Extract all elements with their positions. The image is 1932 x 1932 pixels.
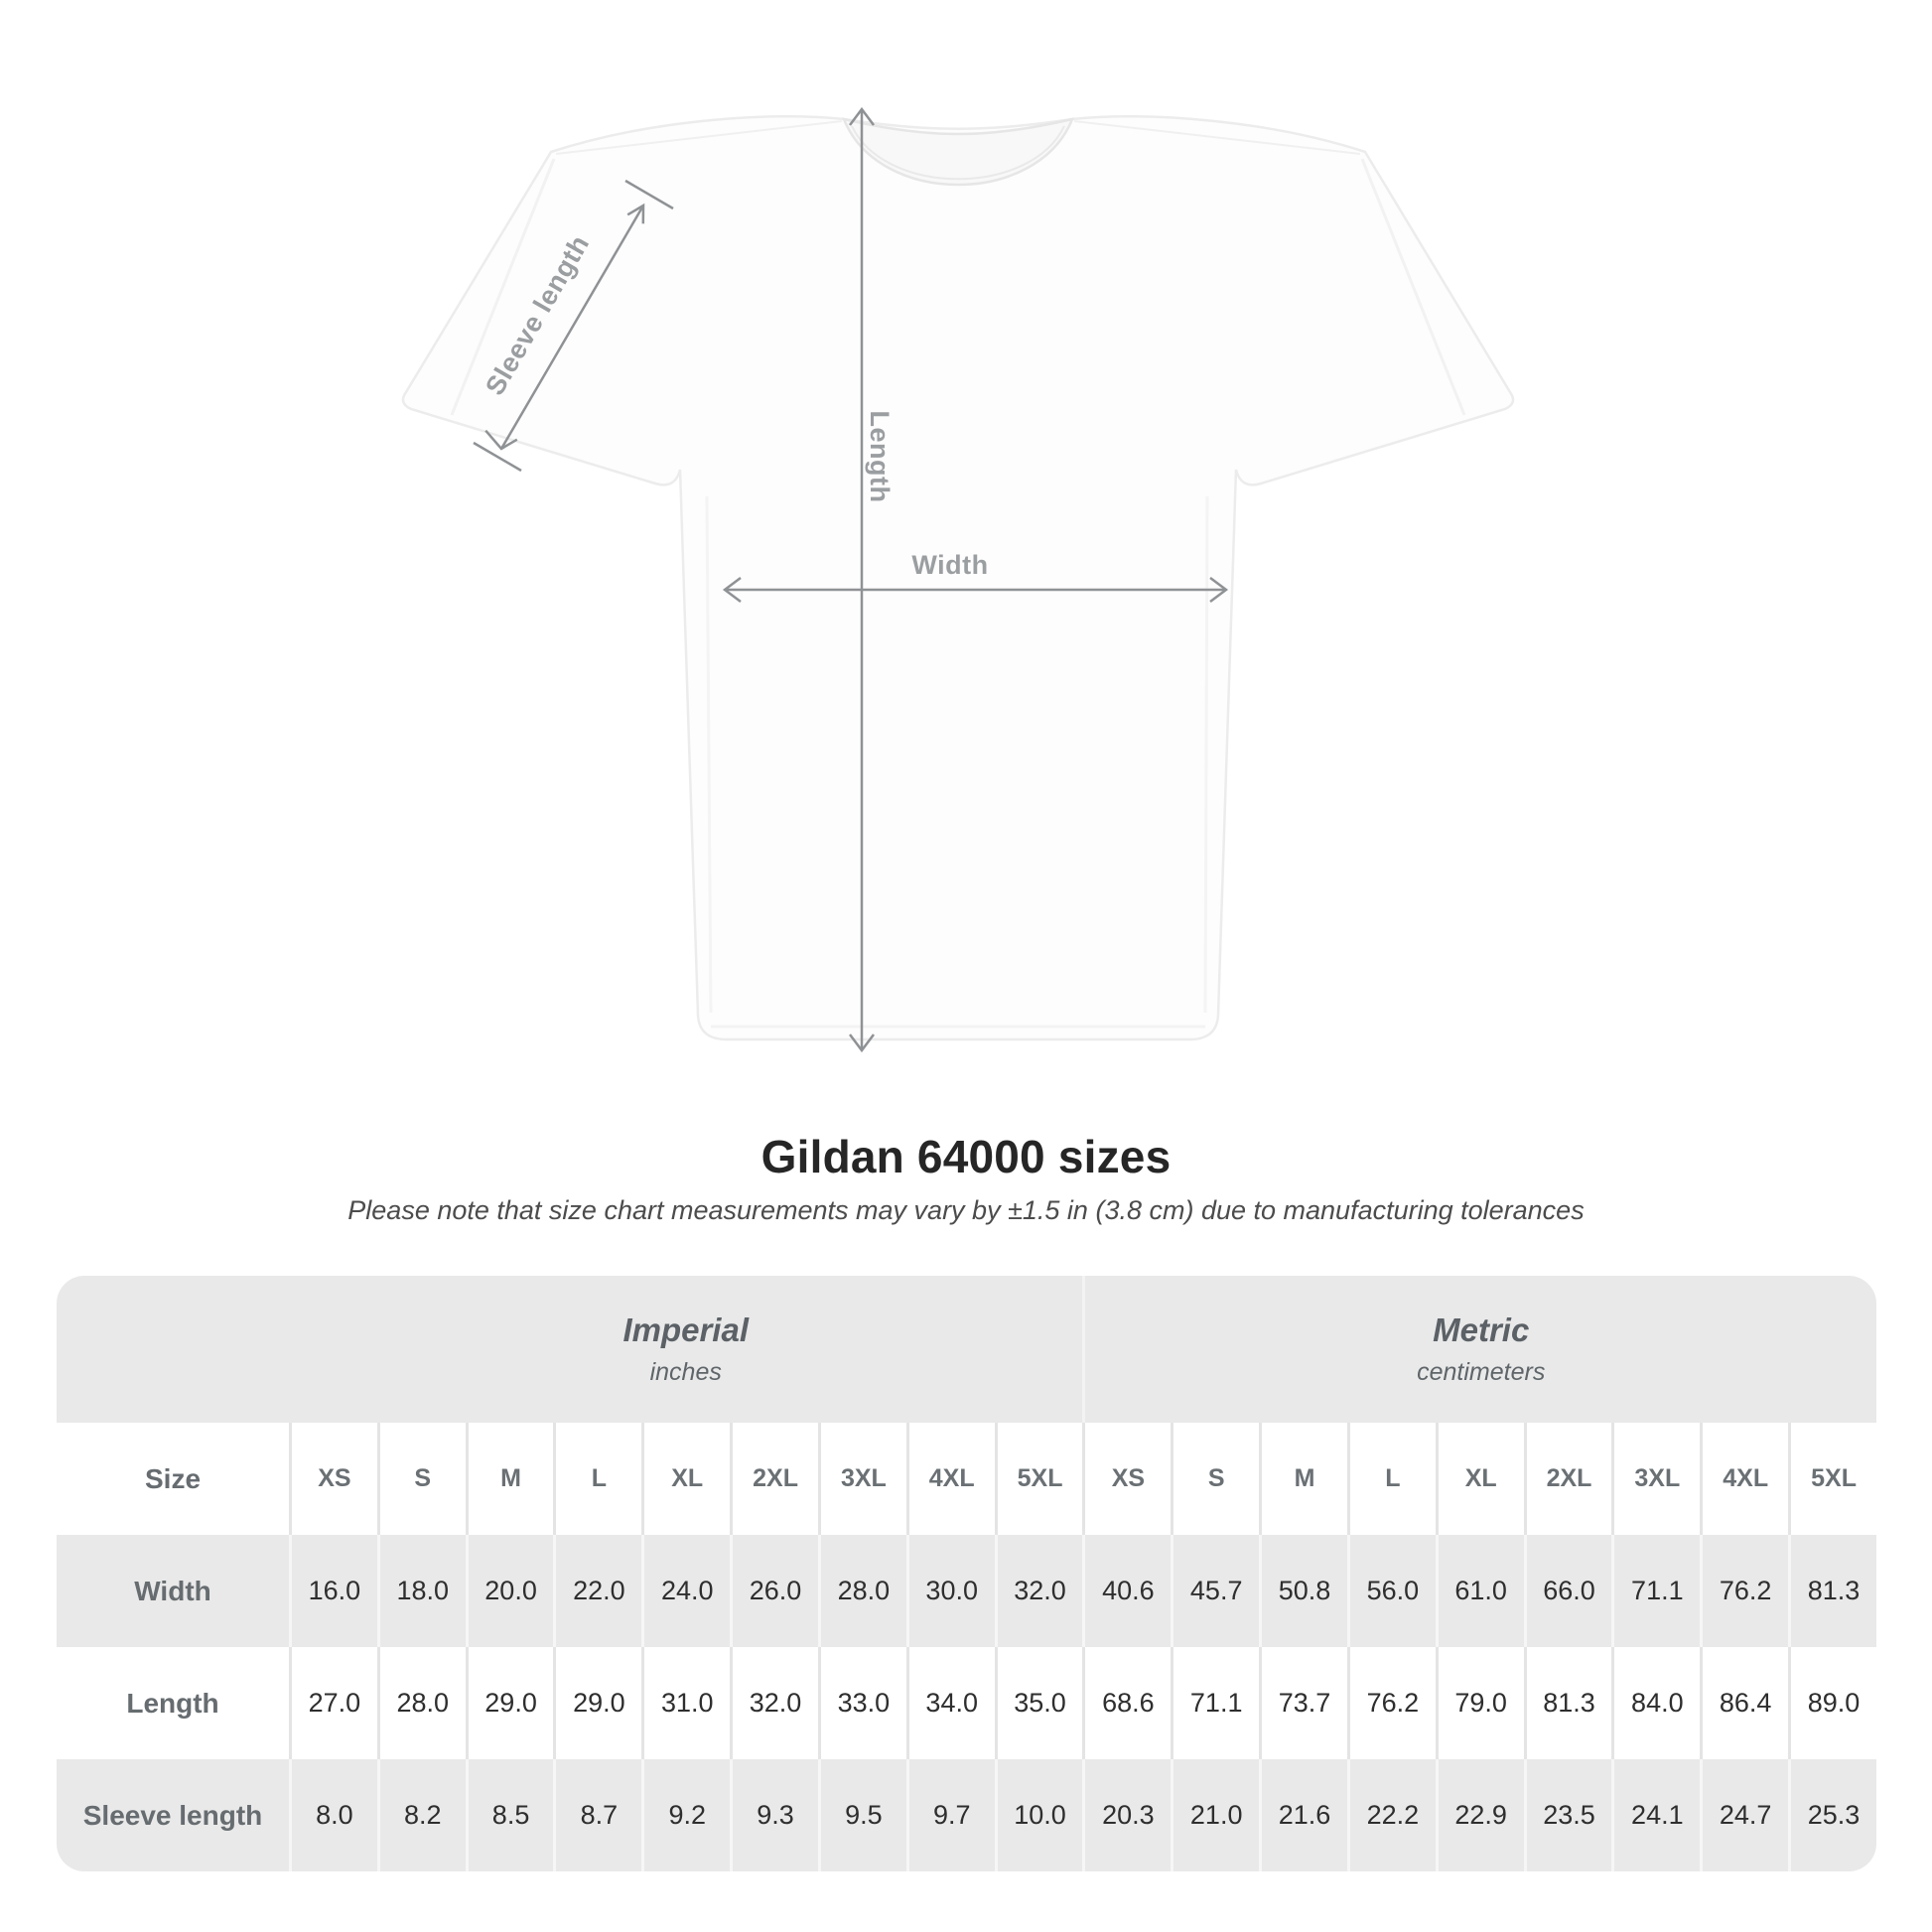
- width-imperial-2xl: 26.0: [730, 1535, 818, 1647]
- width-imperial-m: 20.0: [466, 1535, 554, 1647]
- imperial-unit: inches: [649, 1358, 722, 1386]
- sleeve-length-metric-4xl: 24.7: [1700, 1759, 1788, 1871]
- sleeve-length-metric-xl: 22.9: [1436, 1759, 1524, 1871]
- length-imperial-l: 29.0: [553, 1647, 641, 1759]
- width-label: Width: [911, 550, 989, 580]
- size-header-metric-xs: XS: [1082, 1423, 1171, 1535]
- size-header-imperial-3xl: 3XL: [818, 1423, 906, 1535]
- imperial-title: Imperial: [622, 1311, 749, 1348]
- metric-section-header: [1082, 1276, 1876, 1423]
- sleeve-length-imperial-2xl: 9.3: [730, 1759, 818, 1871]
- size-header-imperial-xs: XS: [289, 1423, 377, 1535]
- length-imperial-4xl: 34.0: [906, 1647, 995, 1759]
- length-metric-s: 71.1: [1171, 1647, 1259, 1759]
- width-metric-l: 56.0: [1347, 1535, 1436, 1647]
- length-metric-5xl: 89.0: [1788, 1647, 1876, 1759]
- width-metric-m: 50.8: [1259, 1535, 1347, 1647]
- sleeve-length-metric-m: 21.6: [1259, 1759, 1347, 1871]
- tolerance-note: Please note that size chart measurements may vary by ±1.5 in (3.8 cm) due to manufacturing tolerances: [347, 1195, 1585, 1225]
- sleeve-length-imperial-4xl: 9.7: [906, 1759, 995, 1871]
- width-row: [57, 1535, 1876, 1647]
- width-imperial-xl: 24.0: [641, 1535, 730, 1647]
- row-label-sleeve-length: Sleeve length: [57, 1759, 289, 1871]
- size-header-imperial-2xl: 2XL: [730, 1423, 818, 1535]
- sleeve-length-metric-s: 21.0: [1171, 1759, 1259, 1871]
- sleeve-length-metric-2xl: 23.5: [1524, 1759, 1612, 1871]
- length-imperial-5xl: 35.0: [995, 1647, 1083, 1759]
- length-imperial-3xl: 33.0: [818, 1647, 906, 1759]
- size-header-row: [57, 1423, 1876, 1535]
- width-imperial-l: 22.0: [553, 1535, 641, 1647]
- length-metric-l: 76.2: [1347, 1647, 1436, 1759]
- size-header-imperial-5xl: 5XL: [995, 1423, 1083, 1535]
- width-metric-s: 45.7: [1171, 1535, 1259, 1647]
- sleeve-length-row: [57, 1759, 1876, 1871]
- length-metric-m: 73.7: [1259, 1647, 1347, 1759]
- sleeve-length-imperial-m: 8.5: [466, 1759, 554, 1871]
- size-header-metric-5xl: 5XL: [1788, 1423, 1876, 1535]
- sleeve-length-metric-l: 22.2: [1347, 1759, 1436, 1871]
- size-column-header: Size: [57, 1423, 289, 1535]
- units-band-row: [57, 1276, 1876, 1423]
- size-header-metric-2xl: 2XL: [1524, 1423, 1612, 1535]
- size-header-imperial-4xl: 4XL: [906, 1423, 995, 1535]
- length-imperial-xs: 27.0: [289, 1647, 377, 1759]
- row-label-width: Width: [57, 1535, 289, 1647]
- size-header-metric-l: L: [1347, 1423, 1436, 1535]
- sleeve-label: Sleeve length: [480, 229, 596, 401]
- width-metric-2xl: 66.0: [1524, 1535, 1612, 1647]
- sleeve-length-imperial-s: 8.2: [377, 1759, 466, 1871]
- size-header-imperial-xl: XL: [641, 1423, 730, 1535]
- width-metric-3xl: 71.1: [1611, 1535, 1700, 1647]
- width-metric-4xl: 76.2: [1700, 1535, 1788, 1647]
- size-header-metric-s: S: [1171, 1423, 1259, 1535]
- width-metric-5xl: 81.3: [1788, 1535, 1876, 1647]
- length-row: [57, 1647, 1876, 1759]
- sleeve-length-metric-5xl: 25.3: [1788, 1759, 1876, 1871]
- size-table: [57, 1276, 1876, 1871]
- sleeve-length-imperial-l: 8.7: [553, 1759, 641, 1871]
- length-metric-4xl: 86.4: [1700, 1647, 1788, 1759]
- size-chart-table: [57, 1276, 1876, 1871]
- length-imperial-s: 28.0: [377, 1647, 466, 1759]
- size-header-imperial-l: L: [553, 1423, 641, 1535]
- length-metric-2xl: 81.3: [1524, 1647, 1612, 1759]
- length-imperial-m: 29.0: [466, 1647, 554, 1759]
- width-metric-xl: 61.0: [1436, 1535, 1524, 1647]
- length-metric-xl: 79.0: [1436, 1647, 1524, 1759]
- sleeve-length-imperial-3xl: 9.5: [818, 1759, 906, 1871]
- length-metric-3xl: 84.0: [1611, 1647, 1700, 1759]
- length-imperial-xl: 31.0: [641, 1647, 730, 1759]
- size-header-metric-4xl: 4XL: [1700, 1423, 1788, 1535]
- metric-unit: centimeters: [1417, 1358, 1546, 1386]
- size-header-imperial-s: S: [377, 1423, 466, 1535]
- sleeve-length-imperial-xl: 9.2: [641, 1759, 730, 1871]
- size-header-imperial-m: M: [466, 1423, 554, 1535]
- sleeve-length-metric-3xl: 24.1: [1611, 1759, 1700, 1871]
- length-imperial-2xl: 32.0: [730, 1647, 818, 1759]
- width-imperial-5xl: 32.0: [995, 1535, 1083, 1647]
- width-metric-xs: 40.6: [1082, 1535, 1171, 1647]
- metric-title: Metric: [1433, 1311, 1530, 1348]
- size-header-metric-3xl: 3XL: [1611, 1423, 1700, 1535]
- length-label: Length: [865, 410, 895, 503]
- sleeve-end-tick-bottom: [474, 443, 521, 471]
- page-title: Gildan 64000 sizes: [760, 1131, 1172, 1182]
- band-spacer: [57, 1276, 289, 1423]
- size-header-metric-m: M: [1259, 1423, 1347, 1535]
- size-header-metric-xl: XL: [1436, 1423, 1524, 1535]
- side-shadow-right: [1205, 496, 1207, 1013]
- sleeve-length-imperial-5xl: 10.0: [995, 1759, 1083, 1871]
- width-imperial-xs: 16.0: [289, 1535, 377, 1647]
- width-imperial-3xl: 28.0: [818, 1535, 906, 1647]
- width-imperial-4xl: 30.0: [906, 1535, 995, 1647]
- sleeve-length-imperial-xs: 8.0: [289, 1759, 377, 1871]
- width-imperial-s: 18.0: [377, 1535, 466, 1647]
- sleeve-length-metric-xs: 20.3: [1082, 1759, 1171, 1871]
- imperial-section-header: [289, 1276, 1082, 1423]
- length-metric-xs: 68.6: [1082, 1647, 1171, 1759]
- row-label-length: Length: [57, 1647, 289, 1759]
